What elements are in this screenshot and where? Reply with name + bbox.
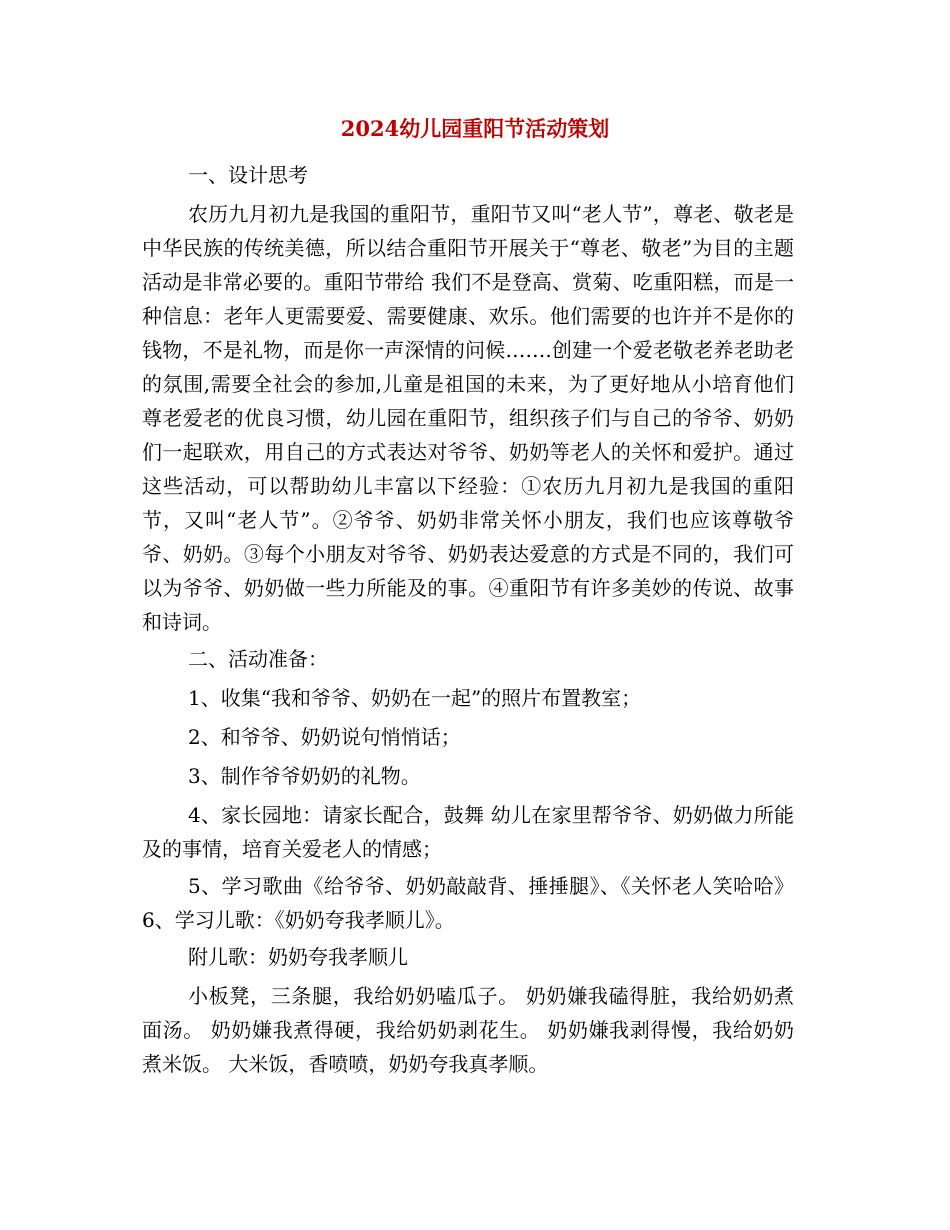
- paragraph-design-thinking: 农历九月初九是我国的重阳节，重阳节又叫“老人节”，尊老、敬老是中华民族的传统美德，所以结合重阳节开展关于“尊老、敬老”为目的主题活动是非常必要的。重阳节带给 我们不是登高、赏菊、吃重阳糕，而是一种信息：老年人更需要爱、需要健康、欢乐。他们需要的也许并不是你的钱物，不是礼物，而是你一声深情的问候…….创建一个爱老敬老养老助老的氛围,需要全社会的参加,儿童是祖国的未来，为了更好地从小培育他们尊老爱老的优良习惯，幼儿园在重阳节，组织孩子们与自己的爷爷、奶奶们一起联欢，用自己的方式表达对爷爷、奶奶等老人的关怀和爱护。通过这些活动，可以帮助幼儿丰富以下经验：①农历九月初九是我国的重阳节，又叫“老人节”。②爷爷、奶奶非常关怀小朋友，我们也应该尊敬爷爷、奶奶。③每个小朋友对爷爷、奶奶表达爱意的方式是不同的，我们可以为爷爷、奶奶做一些力所能及的事。④重阳节有许多美妙的传说、故事和诗词。: [142, 202, 794, 634]
- section-heading-design: 一、设计思考: [188, 163, 308, 187]
- appendix-heading: 附儿歌：奶奶夸我孝顺儿: [188, 945, 408, 969]
- list-item-2: 2、和爷爷、奶奶说句悄悄话；: [188, 725, 461, 749]
- list-item-5-6: 5、学习歌曲《给爷爷、奶奶敲敲背、捶捶腿》、《关怀老人笑哈哈》6、学习儿歌：《奶奶夸我孝顺儿》。: [142, 874, 794, 932]
- document-title: 2024幼儿园重阳节活动策划: [340, 116, 610, 141]
- appendix-rhyme: 小板凳，三条腿，我给奶奶嗑瓜子。 奶奶嫌我磕得脏，我给奶奶煮面汤。 奶奶嫌我煮得硬，我给奶奶剥花生。 奶奶嫌我剥得慢，我给奶奶煮米饭。 大米饭，香喷喷，奶奶夸我真孝顺。: [142, 984, 794, 1076]
- list-item-3: 3、制作爷爷奶奶的礼物。: [188, 764, 421, 788]
- list-item-1: 1、收集“我和爷爷、奶奶在一起”的照片布置教室；: [188, 686, 642, 710]
- document-body: [142, 158, 794, 1084]
- section-heading-preparation: 二、活动准备：: [188, 647, 328, 671]
- list-item-4: 4、家长园地：请家长配合，鼓舞 幼儿在家里帮爷爷、奶奶做力所能及的事情，培育关爱老人的情感；: [142, 803, 794, 861]
